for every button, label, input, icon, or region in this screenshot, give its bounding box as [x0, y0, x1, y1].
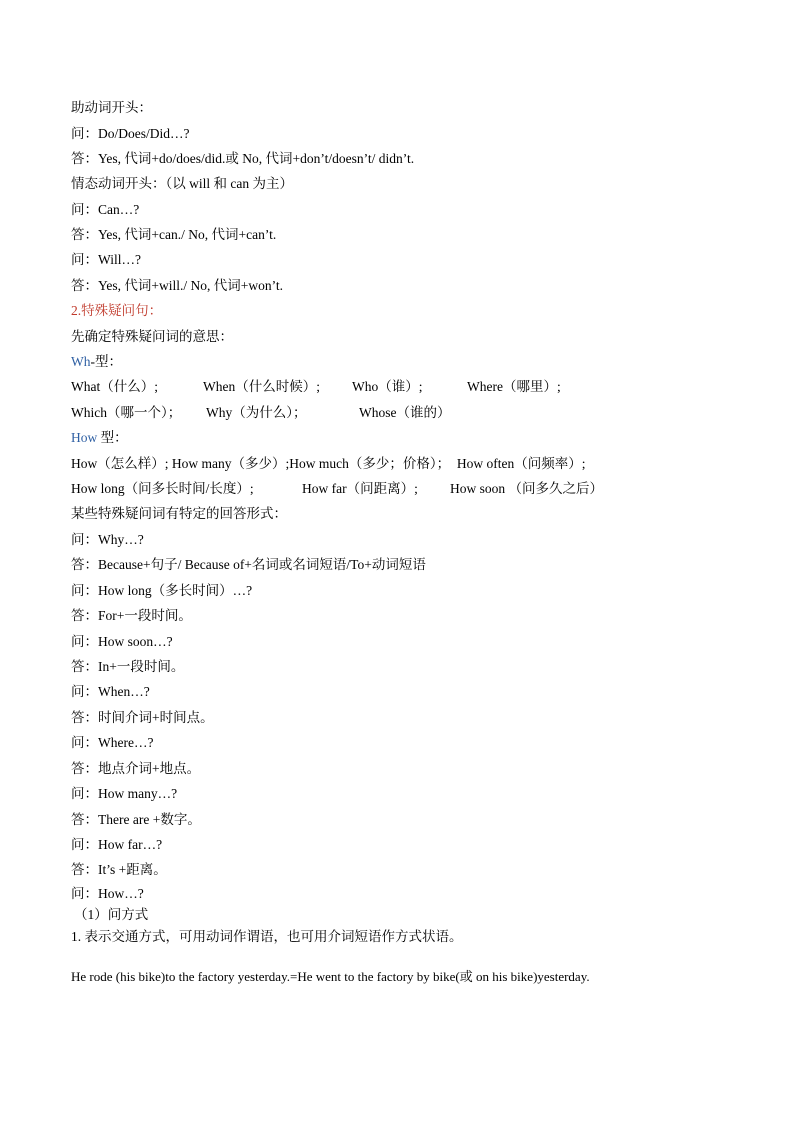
- answer-line: 答：Yes, 代词+can./ No, 代词+can’t.: [71, 227, 277, 242]
- how-item: How far（问距离）;: [302, 481, 418, 496]
- special-question-heading: 2.特殊疑问句：: [71, 303, 163, 318]
- answer-line: 答：Yes, 代词+will./ No, 代词+won’t.: [71, 278, 283, 293]
- subheading: （1）问方式: [74, 907, 149, 922]
- wh-label-suffix: -型：: [90, 354, 122, 369]
- wh-item: Why（为什么）；: [206, 405, 307, 420]
- intro-line: 先确定特殊疑问词的意思：: [71, 329, 233, 344]
- answer-line: 答：地点介词+地点。: [71, 761, 201, 776]
- question-line: 问：How far…?: [71, 837, 163, 852]
- modal-verb-heading: 情态动词开头：（以 will 和 can 为主）: [71, 176, 293, 191]
- question-line: 问：Where…?: [71, 735, 154, 750]
- wh-type-heading: [71, 353, 122, 371]
- question-line: 问：Will…?: [71, 252, 141, 267]
- rule-line: 1. 表示交通方式，可用动词作谓语，也可用介词短语作方式状语。: [71, 929, 463, 944]
- answer-line: 答：Because+句子/ Because of+名词或名词短语/To+动词短语: [71, 557, 426, 572]
- wh-label: Wh: [71, 354, 91, 369]
- question-line: 问：Do/Does/Did…?: [71, 126, 190, 141]
- answer-line: 答：Yes, 代词+do/does/did.或 No, 代词+don’t/doesn’t/ didn’t.: [71, 151, 415, 166]
- question-line: 问：How soon…?: [71, 634, 173, 649]
- answer-line: 答：时间介词+时间点。: [71, 710, 214, 725]
- question-line: 问：When…?: [71, 684, 150, 699]
- wh-item: What（什么）;: [71, 379, 158, 394]
- answer-line: 答：For+一段时间。: [71, 608, 192, 623]
- how-item: How long（问多长时间/长度）;: [71, 481, 254, 496]
- question-line: 问：How long（多长时间）…?: [71, 583, 253, 598]
- wh-item: When（什么时候）;: [203, 379, 320, 394]
- how-row-1: How（怎么样）; How many（多少）;How much（多少；价格）； How often（问频率）;: [71, 456, 586, 471]
- question-line: 问：Why…?: [71, 532, 144, 547]
- question-line: 问：How…?: [71, 886, 144, 901]
- question-line: 问：Can…?: [71, 202, 140, 217]
- how-label: How: [71, 430, 98, 445]
- aux-verb-heading: 助动词开头：: [71, 100, 152, 115]
- wh-item: Who（谁）;: [352, 379, 423, 394]
- wh-item: Which（哪一个）；: [71, 405, 182, 420]
- question-line: 问：How many…?: [71, 786, 178, 801]
- answer-line: 答：It’s +距离。: [71, 862, 167, 877]
- how-type-heading: [71, 429, 128, 447]
- intro-line: 某些特殊疑问词有特定的回答形式：: [71, 506, 287, 521]
- answer-line: 答：There are +数字。: [71, 812, 201, 827]
- wh-item: Whose（谁的）: [359, 405, 451, 420]
- answer-line: 答：In+一段时间。: [71, 659, 185, 674]
- how-label-suffix: 型：: [97, 430, 128, 445]
- example-sentence: He rode (his bike)to the factory yesterday.=He went to the factory by bike(或 on his bike)yesterday.: [71, 969, 590, 984]
- how-item: How soon （问多久之后）: [450, 481, 604, 496]
- wh-item: Where（哪里）;: [467, 379, 561, 394]
